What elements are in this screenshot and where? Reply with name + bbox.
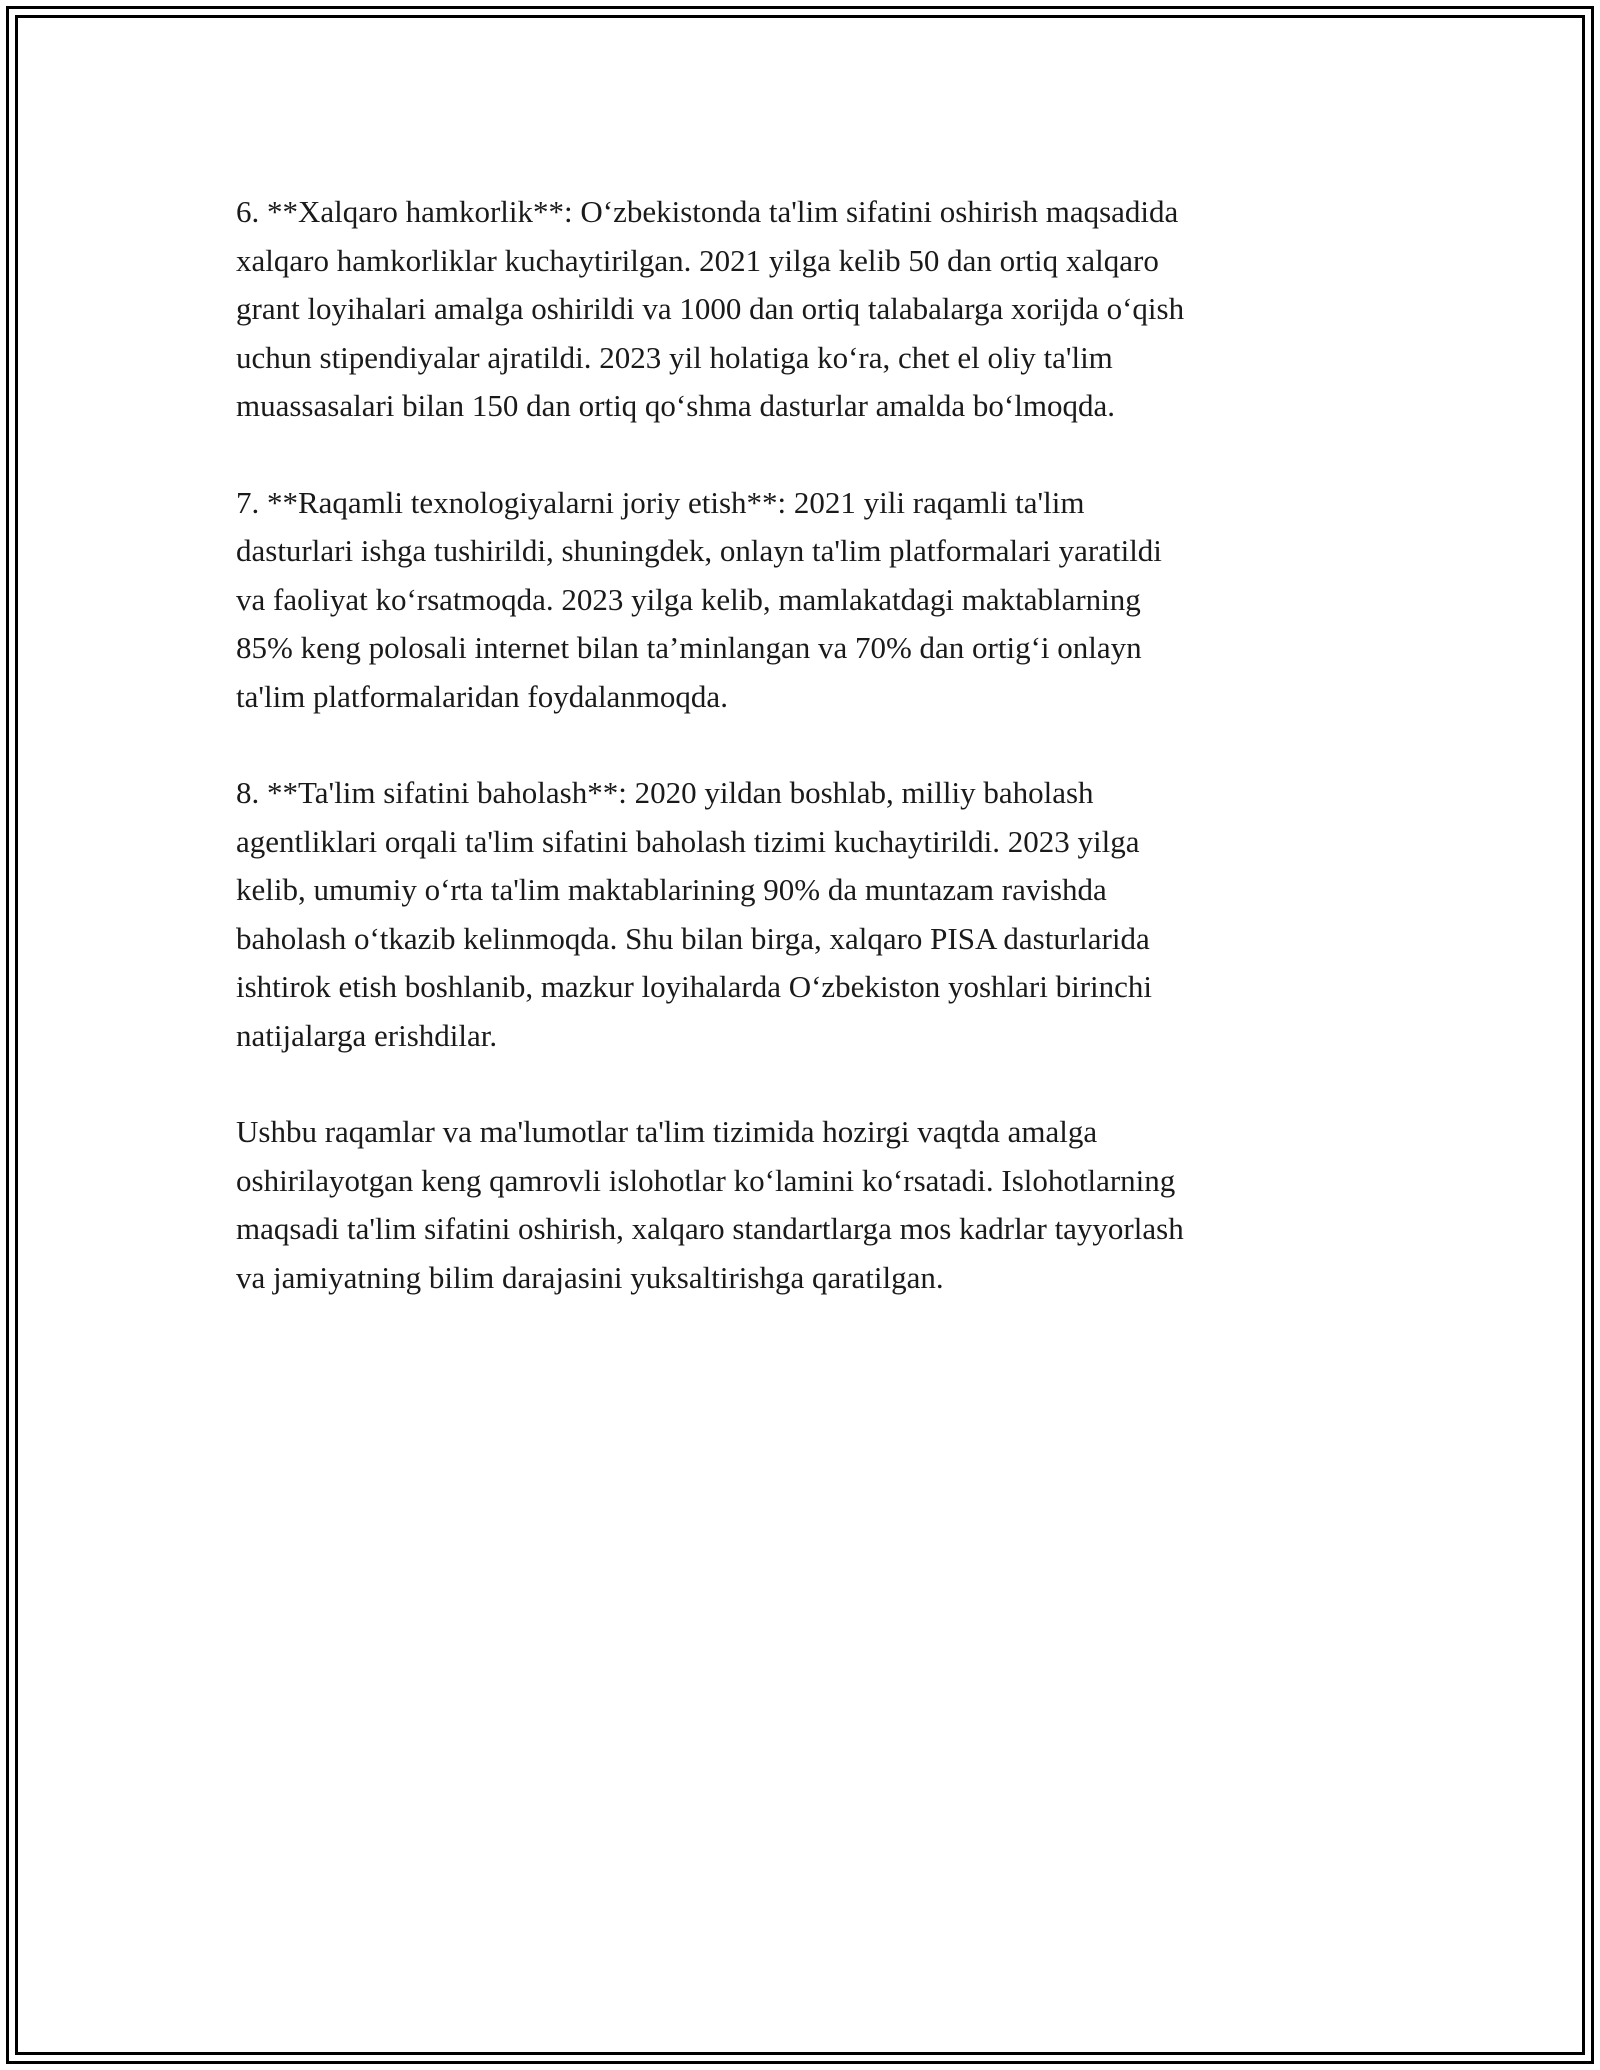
text-line: maqsadi ta'lim sifatini oshirish, xalqaro standartlarga mos kadrlar tayyorlash (236, 1211, 1184, 1246)
text-line: muassasalari bilan 150 dan ortiq qo‘shma dasturlar amalda bo‘lmoqda. (236, 388, 1115, 423)
text-line: kelib, umumiy o‘rta ta'lim maktablarining 90% da muntazam ravishda (236, 872, 1107, 907)
text-line: 85% keng polosali internet bilan ta’minlangan va 70% dan ortig‘i onlayn (236, 630, 1142, 665)
text-line: va jamiyatning bilim darajasini yuksaltirishga qaratilgan. (236, 1259, 944, 1295)
text-line: dasturlari ishga tushirildi, shuningdek, onlayn ta'lim platformalari yaratildi (236, 533, 1162, 568)
text-line: ishtirok etish boshlanib, mazkur loyihalarda O‘zbekiston yoshlari birinchi (236, 969, 1153, 1004)
text-line: 7. **Raqamli texnologiyalarni joriy etish**: 2021 yili raqamli ta'lim (236, 484, 1085, 520)
paragraph-quality-assessment (236, 769, 1376, 1060)
text-line: 8. **Ta'lim sifatini baholash**: 2020 yildan boshlab, milliy baholash (236, 775, 1094, 810)
text-line: agentliklari orqali ta'lim sifatini baholash tizimi kuchaytirildi. 2023 yilga (236, 823, 1140, 859)
document-body (236, 188, 1376, 1350)
text-line: baholash o‘tkazib kelinmoqda. Shu bilan birga, xalqaro PISA dasturlarida (236, 920, 1150, 956)
paragraph-international-cooperation (236, 188, 1376, 431)
text-line: 6. **Xalqaro hamkorlik**: O‘zbekistonda ta'lim sifatini oshirish maqsadida (236, 194, 1179, 229)
text-line: uchun stipendiyalar ajratildi. 2023 yil holatiga ko‘ra, chet el oliy ta'lim (236, 339, 1113, 375)
paragraph-conclusion (236, 1108, 1376, 1302)
text-line: natijalarga erishdilar. (236, 1017, 498, 1053)
text-line: oshirilayotgan keng qamrovli islohotlar ko‘lamini ko‘rsatadi. Islohotlarning (236, 1162, 1176, 1198)
text-line: va faoliyat ko‘rsatmoqda. 2023 yilga kelib, mamlakatdagi maktablarning (236, 581, 1141, 617)
text-line: grant loyihalari amalga oshirildi va 1000 dan ortiq talabalarga xorijda o‘qish (236, 291, 1185, 326)
text-line: Ushbu raqamlar va ma'lumotlar ta'lim tizimida hozirgi vaqtda amalga (236, 1114, 1098, 1149)
text-line: xalqaro hamkorliklar kuchaytirilgan. 2021 yilga kelib 50 dan ortiq xalqaro (236, 242, 1159, 278)
paragraph-digital-technologies (236, 479, 1376, 722)
text-line: ta'lim platformalaridan foydalanmoqda. (236, 678, 728, 714)
